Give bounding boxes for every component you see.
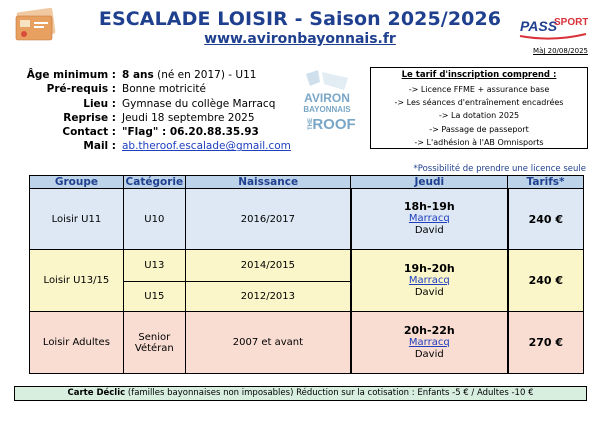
tarif-box [370,67,588,149]
logo-side: THE [308,118,314,130]
cell-price: 270 € [508,312,584,374]
cell-groupe: Loisir U13/15 [30,250,124,312]
schedule [352,201,507,237]
info-label: Pré-requis : [46,83,116,96]
aviron-roof-logo [298,68,356,132]
info-label: Lieu : [83,97,116,110]
info-age-bold: 8 ans [122,69,154,81]
info-value: Gymnase du collège Marracq [122,97,276,110]
info-value: Jeudi 18 septembre 2025 [122,111,255,124]
info-label: Reprise : [63,111,116,124]
declic-text: (familles bayonnaises non imposables) Réduction sur la cotisation : Enfants -5 € / Adultes -10 € [125,388,534,398]
schedule-place[interactable]: Marracq [408,336,450,348]
table-row [30,312,584,374]
cell-naissance: 2012/2013 [185,282,351,312]
cell-price: 240 € [508,189,584,250]
logo-line3: ROOF [312,116,356,132]
info-value: Bonne motricité [122,83,207,96]
tarif-item: -> L'adhésion à l'AB Omnisports [414,137,544,147]
schedule-place[interactable]: Marracq [408,213,450,224]
schedule [352,325,507,361]
cell-categorie: U13 [123,250,185,282]
tarif-item: -> Passage de passeport [429,124,529,134]
update-date: MàJ 20/08/2025 [533,47,588,55]
declic-title: Carte Déclic [67,388,126,398]
tarif-heading: Le tarif d'inscription comprend : [401,70,557,80]
info-row-prereq [20,82,291,96]
category-veteran: Vétéran [134,342,174,354]
pass-sport-logo-left: PASS [520,18,558,34]
contact-phone: "Flag" : 06.20.88.35.93 [122,126,259,139]
schedule-coach: David [414,225,444,236]
cell-jeudi [351,189,508,250]
pass-sport-logo-right: SPORT [554,17,588,28]
page-title: ESCALADE LOISIR - Saison 2025/2026 [98,8,502,30]
col-groupe: Groupe [30,176,124,189]
cell-naissance: 2014/2015 [185,250,351,282]
cell-jeudi [351,312,508,374]
info-value [122,68,256,82]
info-value [122,139,291,153]
schedule [352,263,507,299]
cell-categorie: U10 [123,189,185,250]
col-tarifs: Tarifs* [508,176,584,189]
schedule-coach: David [414,286,444,298]
license-note: *Possibilité de prendre une licence seule [413,164,586,174]
tarif-item: -> Licence FFME + assurance base [408,85,550,94]
cell-price: 240 € [508,250,584,312]
cell-categorie: U15 [123,282,185,312]
table-row [30,250,584,282]
info-label: Contact : [62,126,116,139]
schedule-table [29,175,584,374]
table-row [30,189,584,250]
col-naissance: Naissance [185,176,351,189]
cell-jeudi [351,250,508,312]
table-header-row [30,176,584,189]
info-row-mail [20,139,291,153]
col-jeudi: Jeudi [351,176,508,189]
cell-groupe: Loisir U11 [30,189,124,250]
cell-naissance: 2007 et avant [185,312,351,374]
info-value [122,125,259,139]
carte-declic-banner [14,386,587,401]
cell-categorie [123,312,185,374]
info-row-start [20,111,291,125]
tarif-item: -> Les séances d'entraînement encadrées [394,98,564,108]
logo-line2: BAYONNAIS [303,105,351,114]
cell-groupe: Loisir Adultes [30,312,124,374]
pass-sport-logo [518,12,588,44]
mail-link[interactable]: ab.theroof.escalade@gmail.com [122,140,291,153]
logo-line1: AVIRON [304,91,350,105]
info-label: Âge minimum : [26,69,116,81]
schedule-time: 18h-19h [403,200,455,213]
cell-naissance: 2016/2017 [185,189,351,250]
website-link[interactable]: www.avironbayonnais.fr [204,31,396,47]
category-senior: Senior [138,331,171,343]
info-block [20,68,291,154]
info-row-age [20,68,291,82]
info-age-detail: (né en 2017) - U11 [153,69,257,81]
info-row-place [20,97,291,111]
info-row-contact [20,125,291,139]
schedule-coach: David [414,348,444,360]
schedule-time: 20h-22h [403,323,455,337]
schedule-time: 19h-20h [403,261,455,275]
info-label: Mail : [83,140,116,153]
schedule-place[interactable]: Marracq [408,274,450,286]
tarif-item: -> La dotation 2025 [438,111,520,121]
col-categorie: Catégorie [123,176,185,189]
